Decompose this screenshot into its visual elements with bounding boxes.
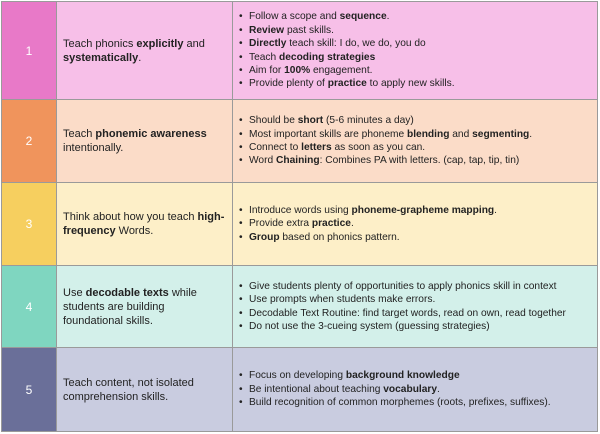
text-run: Decodable Text Routine: find target words, read on own, read together bbox=[249, 307, 566, 319]
row-number: 4 bbox=[2, 266, 57, 347]
text-run: and bbox=[183, 37, 205, 50]
list-item-text bbox=[249, 369, 460, 382]
emphasis-text: explicitly bbox=[136, 37, 184, 50]
text-run: Be intentional about teaching bbox=[249, 383, 384, 395]
row-items bbox=[233, 100, 597, 182]
emphasis-text: systematically bbox=[63, 51, 139, 64]
list-item bbox=[239, 217, 593, 230]
row-title bbox=[57, 183, 233, 265]
table-row bbox=[2, 182, 597, 265]
list-item bbox=[239, 10, 593, 23]
list-item-text bbox=[249, 307, 566, 320]
text-run: past skills. bbox=[284, 24, 334, 36]
text-run: . bbox=[437, 383, 440, 395]
row-items bbox=[233, 266, 597, 347]
emphasis-text: phoneme-grapheme mapping bbox=[351, 204, 495, 216]
list-item bbox=[239, 320, 593, 333]
list-item bbox=[239, 204, 593, 217]
bullet-icon: • bbox=[239, 204, 243, 216]
list-item bbox=[239, 24, 593, 37]
list-item-text bbox=[249, 383, 440, 396]
list-item bbox=[239, 51, 593, 64]
bullet-icon: • bbox=[239, 51, 243, 63]
text-run: . bbox=[386, 11, 390, 23]
emphasis-text: decoding strategies bbox=[279, 51, 376, 63]
row-items bbox=[233, 348, 597, 431]
text-run: Do not use the 3-cueing system (guessing strategies) bbox=[249, 320, 490, 332]
text-run: as soon as you can. bbox=[331, 142, 426, 153]
bullet-icon: • bbox=[239, 383, 243, 395]
list-item bbox=[239, 293, 593, 306]
table-row bbox=[2, 2, 597, 99]
emphasis-text: 100% bbox=[284, 64, 311, 76]
text-run: Use prompts when students make errors. bbox=[249, 294, 436, 306]
text-run: Teach bbox=[249, 51, 280, 63]
emphasis-text: Group bbox=[249, 231, 280, 243]
row-items bbox=[233, 183, 597, 265]
emphasis-text: phonemic awareness bbox=[95, 128, 207, 140]
bullet-icon: • bbox=[239, 280, 243, 292]
bullet-icon: • bbox=[239, 320, 243, 332]
text-run: Teach bbox=[63, 128, 96, 140]
list-item bbox=[239, 128, 593, 141]
row-items bbox=[233, 2, 597, 99]
text-run: intentionally. bbox=[63, 142, 124, 154]
phonics-table bbox=[1, 1, 598, 432]
text-run: Most important skills are phoneme bbox=[249, 128, 407, 140]
list-item bbox=[239, 280, 593, 293]
list-item-text bbox=[249, 114, 414, 127]
text-run: Teach content, not isolated comprehension skills. bbox=[63, 376, 194, 403]
text-run: Think about how you teach bbox=[63, 211, 198, 223]
list-item-text bbox=[249, 154, 519, 167]
list-item bbox=[239, 77, 593, 90]
bullet-icon: • bbox=[239, 78, 243, 90]
text-run: . bbox=[529, 128, 533, 140]
text-run: based on phonics pattern. bbox=[279, 231, 400, 243]
list-item-text bbox=[249, 77, 455, 90]
emphasis-text: background knowledge bbox=[345, 370, 460, 382]
bullet-icon: • bbox=[239, 38, 243, 50]
row-number: 5 bbox=[2, 348, 57, 431]
list-item bbox=[239, 383, 593, 396]
list-item bbox=[239, 64, 593, 77]
emphasis-text: high-frequency bbox=[63, 211, 225, 237]
text-run: Word bbox=[249, 155, 276, 167]
row-number: 1 bbox=[2, 2, 57, 99]
list-item bbox=[239, 396, 593, 409]
list-item bbox=[239, 231, 593, 244]
list-item-text bbox=[249, 64, 372, 77]
list-item-text bbox=[249, 396, 551, 409]
row-title bbox=[57, 348, 233, 431]
text-run: Give students plenty of opportunities to apply phonics skill in context bbox=[249, 280, 557, 292]
text-run: . bbox=[494, 204, 497, 216]
emphasis-text: vocabulary bbox=[383, 383, 438, 395]
row-title bbox=[57, 100, 233, 182]
text-run: Provide extra bbox=[249, 218, 312, 230]
bullet-icon: • bbox=[239, 218, 243, 230]
text-run: Aim for bbox=[249, 64, 285, 76]
text-run: . bbox=[350, 218, 354, 230]
text-run: Use bbox=[63, 286, 86, 299]
bullet-icon: • bbox=[239, 307, 243, 319]
bullet-icon: • bbox=[239, 128, 243, 140]
row-title bbox=[57, 266, 233, 347]
emphasis-text: segmenting bbox=[472, 128, 530, 140]
list-item bbox=[239, 114, 593, 127]
list-item bbox=[239, 141, 593, 154]
text-run: . bbox=[138, 51, 142, 64]
text-run: Connect to bbox=[249, 142, 302, 153]
emphasis-text: Chaining bbox=[276, 155, 320, 167]
list-item-text bbox=[249, 231, 400, 244]
bullet-icon: • bbox=[239, 142, 243, 153]
bullet-icon: • bbox=[239, 115, 243, 127]
text-run: Follow a scope and bbox=[249, 11, 340, 23]
list-item bbox=[239, 37, 593, 50]
list-item bbox=[239, 369, 593, 382]
text-run: Provide plenty of bbox=[249, 78, 328, 90]
list-item-text bbox=[249, 51, 375, 64]
text-run: teach skill: I do, we do, you do bbox=[286, 38, 426, 50]
text-run: : Combines PA with letters. (cap, tap, tip, tin) bbox=[319, 155, 520, 167]
table-row bbox=[2, 347, 597, 431]
list-item-text bbox=[249, 24, 334, 37]
list-item-text bbox=[249, 320, 490, 333]
list-item-text bbox=[249, 128, 532, 141]
emphasis-text: sequence bbox=[339, 11, 387, 23]
list-item bbox=[239, 154, 593, 167]
emphasis-text: decodable texts bbox=[85, 286, 169, 299]
emphasis-text: Review bbox=[249, 24, 285, 36]
text-run: to apply new skills. bbox=[366, 78, 455, 90]
emphasis-text: blending bbox=[406, 128, 450, 140]
list-item-text bbox=[249, 10, 389, 23]
list-item-text bbox=[249, 204, 497, 217]
bullet-icon: • bbox=[239, 155, 243, 167]
emphasis-text: practice bbox=[311, 218, 351, 230]
emphasis-text: Directly bbox=[249, 38, 287, 50]
text-run: Introduce words using bbox=[249, 204, 352, 216]
emphasis-text: letters bbox=[301, 142, 332, 153]
list-item-text bbox=[249, 280, 557, 293]
bullet-icon: • bbox=[239, 24, 243, 36]
text-run: Teach phonics bbox=[63, 37, 137, 50]
text-run: Build recognition of common morphemes (roots, prefixes, suffixes). bbox=[249, 397, 551, 409]
list-item bbox=[239, 307, 593, 320]
table-row bbox=[2, 265, 597, 347]
row-number: 3 bbox=[2, 183, 57, 265]
text-run: engagement. bbox=[310, 64, 373, 76]
text-run: while students are building foundational skills. bbox=[63, 286, 197, 327]
list-item-text bbox=[249, 37, 426, 50]
emphasis-text: short bbox=[297, 115, 324, 127]
emphasis-text: practice bbox=[327, 78, 367, 90]
text-run: Should be bbox=[249, 115, 298, 127]
bullet-icon: • bbox=[239, 64, 243, 76]
text-run: Words. bbox=[115, 225, 154, 237]
list-item-text bbox=[249, 293, 435, 306]
text-run: and bbox=[449, 128, 473, 140]
list-item-text bbox=[249, 217, 354, 230]
bullet-icon: • bbox=[239, 231, 243, 243]
bullet-icon: • bbox=[239, 294, 243, 306]
bullet-icon: • bbox=[239, 397, 243, 409]
text-run: Focus on developing bbox=[249, 370, 346, 382]
row-number: 2 bbox=[2, 100, 57, 182]
list-item-text bbox=[249, 141, 425, 154]
table-row bbox=[2, 99, 597, 182]
bullet-icon: • bbox=[239, 11, 243, 23]
bullet-icon: • bbox=[239, 370, 243, 382]
text-run: (5-6 minutes a day) bbox=[323, 115, 414, 127]
row-title bbox=[57, 2, 233, 99]
